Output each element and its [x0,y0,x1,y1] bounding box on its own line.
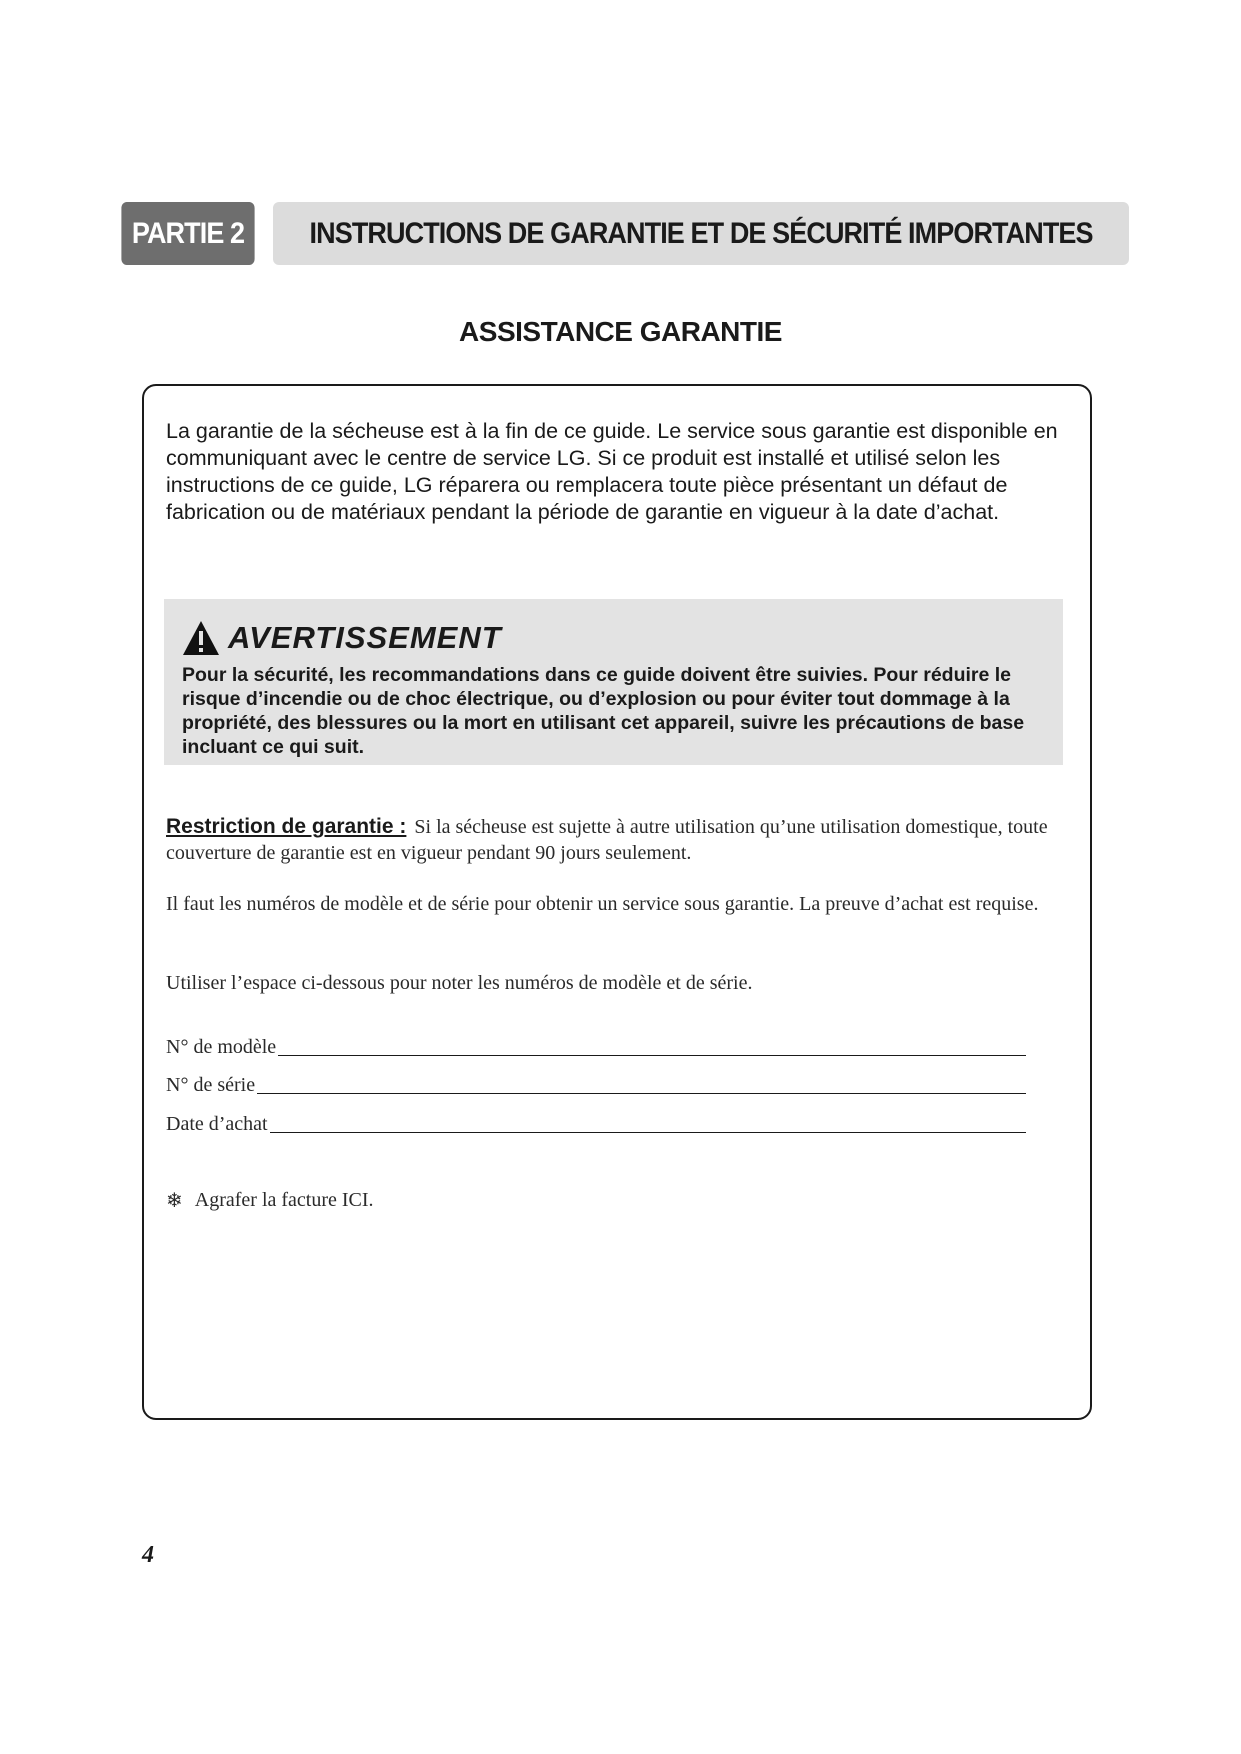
restriction-text: Si la sécheuse est sujette à autre utilisation qu’une utilisation domestique, toute couverture de garantie est en vigueur pendant 90 jours seulement. [166,816,1048,864]
serial-number-label: N° de série [166,1074,256,1096]
part-title: INSTRUCTIONS DE GARANTIE ET DE SÉCURITÉ IMPORTANTES [309,216,1093,250]
part-badge [121,202,254,265]
purchase-date-line[interactable] [270,1132,1026,1133]
serial-number-line[interactable] [257,1093,1026,1094]
warning-triangle-icon [182,620,220,656]
staple-note [166,1188,374,1213]
warning-heading [182,620,502,656]
warning-title: AVERTISSEMENT [228,620,502,655]
restriction-label: Restriction de garantie : [166,815,407,838]
warning-body: Pour la sécurité, les recommandations dans ce guide doivent être suivies. Pour réduire le risque d’incendie ou de choc électrique, ou d’explosion ou pour éviter tout dommage à la propriété, des blessures ou la mort en utilisant cet appareil, suivre les précautions de base incluant ce qui suit. [182,664,1025,758]
intro-paragraph: La garantie de la sécheuse est à la fin de ce guide. Le service sous garantie est disponible en communiquant avec le centre de service LG. Si ce produit est installé et utilisé selon les instructions de ce guide, LG réparera ou remplacera toute pièce présentant un défaut de fabrication ou de matériaux pendant la période de garantie en vigueur à la date d’achat. [166,419,1058,524]
purchase-date-label: Date d’achat [166,1113,268,1135]
section-heading: ASSISTANCE GARANTIE [459,316,782,347]
part-label: PARTIE 2 [131,216,245,250]
serial-number-field[interactable] [166,1071,1026,1097]
part-title-bar [273,202,1129,265]
restriction-paragraph [166,814,1066,866]
asterisk-icon: ❄ [166,1190,183,1212]
model-number-line[interactable] [278,1055,1026,1056]
numbers-required-paragraph: Il faut les numéros de modèle et de série pour obtenir un service sous garantie. La preuve d’achat est requise. [166,893,1039,915]
purchase-date-field[interactable] [166,1110,1026,1136]
staple-note-text: Agrafer la facture ICI. [194,1189,374,1211]
model-number-field[interactable] [166,1033,1026,1059]
use-space-paragraph: Utiliser l’espace ci-dessous pour noter les numéros de modèle et de série. [166,972,753,994]
model-number-label: N° de modèle [166,1036,277,1058]
page-number: 4 [142,1542,154,1568]
